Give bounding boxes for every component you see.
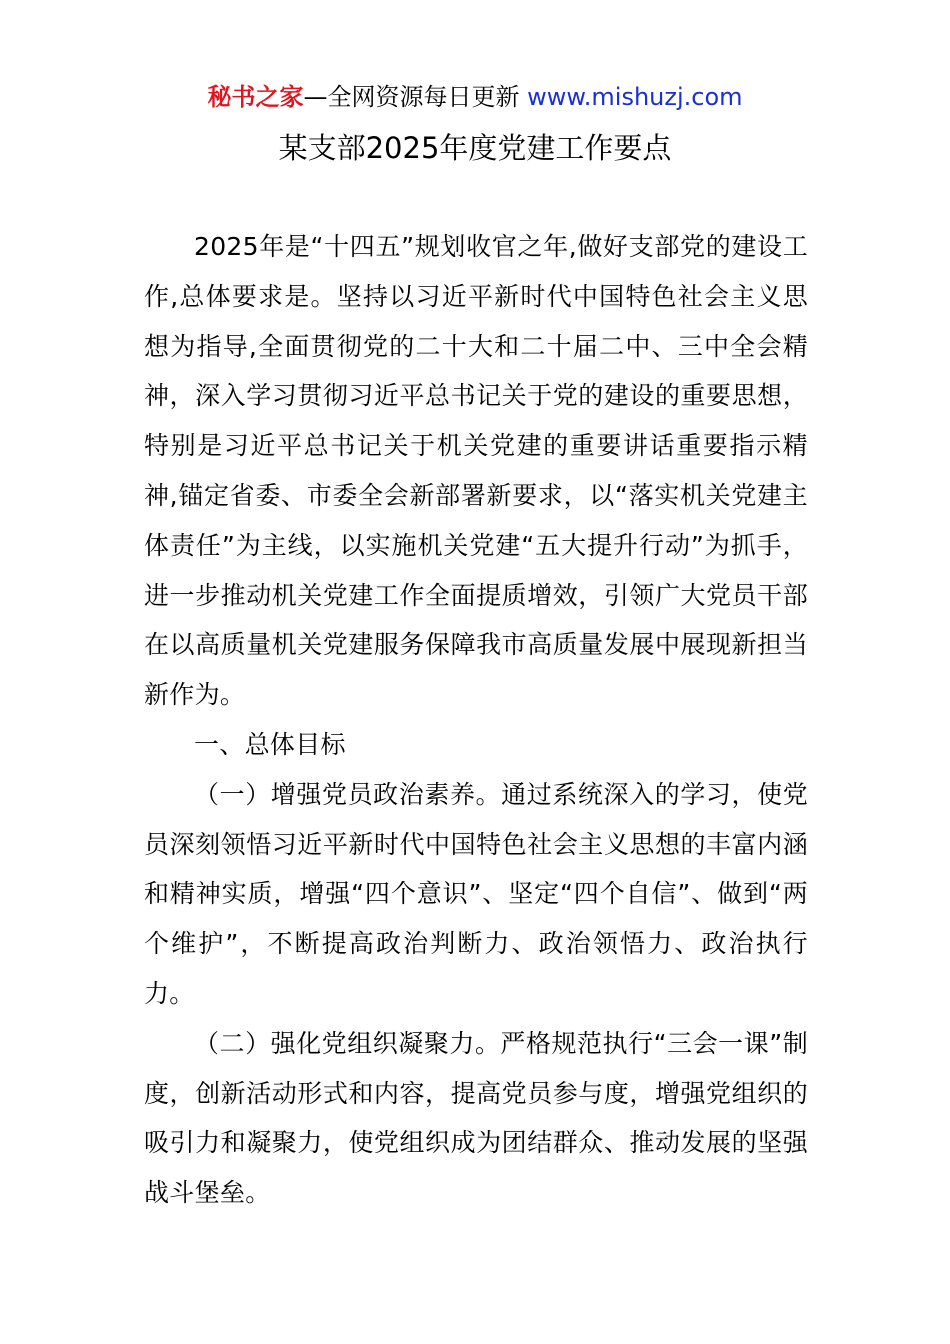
document-title: 某支部2025年度党建工作要点 (278, 131, 672, 165)
site-brand: 秘书之家 (207, 83, 304, 111)
site-tagline: —全网资源每日更新 (303, 83, 528, 111)
site-header (0, 80, 950, 114)
section-heading: 一、总体目标 (194, 729, 346, 759)
intro-paragraph: 2025年是“十四五”规划收官之年,做好支部党的建设工作,总体要求是。坚持以习近平新时代中国特色社会主义思想为指导,全面贯彻党的二十大和二十届二中、三中全会精神，深入学习贯彻习近平总书记关于党的建设的重要思想，特别是习近平总书记关于机关党建的重要讲话重要指示精神,锚定省委、市委全会新部署新要求，以“落实机关党建主体责任”为主线，以实施机关党建“五大提升行动”为抓手，进一步推动机关党建工作全面提质增效，引领广大党员干部在以高质量机关党建服务保障我市高质量发展中展现新担当新作为。 (144, 232, 808, 710)
document-body (144, 222, 808, 1218)
site-url-link[interactable]: www.mishuzj.com (527, 83, 743, 111)
goal-paragraph-2: （二）强化党组织凝聚力。严格规范执行“三会一课”制度，创新活动形式和内容，提高党员参与度，增强党组织的吸引力和凝聚力，使党组织成为团结群众、推动发展的坚强战斗堡垒。 (144, 1028, 808, 1208)
goal-paragraph-1: （一）增强党员政治素养。通过系统深入的学习，使党员深刻领悟习近平新时代中国特色社会主义思想的丰富内涵和精神实质，增强“四个意识”、坚定“四个自信”、做到“两个维护”，不断提高政治判断力、政治领悟力、政治执行力。 (144, 779, 808, 1008)
